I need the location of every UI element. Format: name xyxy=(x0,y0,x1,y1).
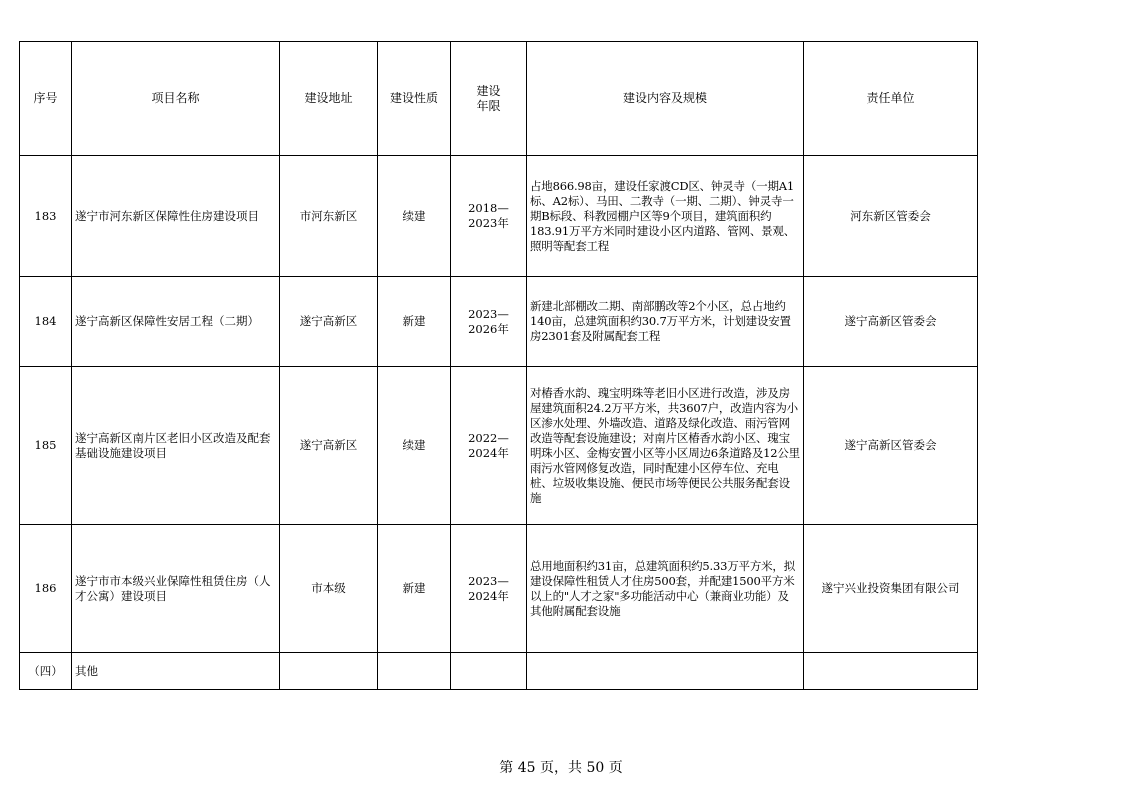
row-period: 2022—2024年 xyxy=(451,367,527,525)
empty-cell xyxy=(527,653,804,690)
header-period-line2: 年限 xyxy=(476,98,501,113)
header-content: 建设内容及规模 xyxy=(527,42,804,156)
section-name: 其他 xyxy=(72,653,280,690)
row-name: 遂宁高新区南片区老旧小区改造及配套基础设施建设项目 xyxy=(72,367,280,525)
row-unit: 遂宁高新区管委会 xyxy=(804,277,978,367)
row-name: 遂宁市市本级兴业保障性租赁住房（人才公寓）建设项目 xyxy=(72,525,280,653)
row-location: 市本级 xyxy=(280,525,378,653)
header-period-line1: 建设 xyxy=(476,83,501,98)
row-nature: 续建 xyxy=(378,367,451,525)
row-period: 2023—2024年 xyxy=(451,525,527,653)
row-name: 遂宁高新区保障性安居工程（二期） xyxy=(72,277,280,367)
row-nature: 新建 xyxy=(378,277,451,367)
project-table xyxy=(19,41,978,690)
empty-cell xyxy=(280,653,378,690)
header-period xyxy=(451,42,527,156)
header-location: 建设地址 xyxy=(280,42,378,156)
empty-cell xyxy=(378,653,451,690)
header-nature: 建设性质 xyxy=(378,42,451,156)
row-content: 总用地面积约31亩，总建筑面积约5.33万平方米，拟建设保障性租赁人才住房500套，并配建1500平方米以上的"人才之家"多功能活动中心（兼商业功能）及其他附属配套设施 xyxy=(527,525,804,653)
empty-cell xyxy=(804,653,978,690)
section-no: （四） xyxy=(20,653,72,690)
row-unit: 遂宁兴业投资集团有限公司 xyxy=(804,525,978,653)
row-no: 186 xyxy=(20,525,72,653)
row-content: 占地866.98亩，建设任家渡CD区、钟灵寺（一期A1标、A2标）、马田、二教寺（一期、二期）、钟灵寺一期B标段、科教园棚户区等9个项目，建筑面积约183.91万平方米同时建设小区内道路、管网、景观、照明等配套工程 xyxy=(527,156,804,277)
row-location: 遂宁高新区 xyxy=(280,367,378,525)
row-unit: 河东新区管委会 xyxy=(804,156,978,277)
header-unit: 责任单位 xyxy=(804,42,978,156)
table-row xyxy=(20,156,978,277)
table-row xyxy=(20,277,978,367)
page-footer: 第 45 页，共 50 页 xyxy=(499,760,623,776)
row-period: 2023—2026年 xyxy=(451,277,527,367)
table-row xyxy=(20,525,978,653)
row-no: 185 xyxy=(20,367,72,525)
empty-cell xyxy=(451,653,527,690)
table-row xyxy=(20,367,978,525)
row-content: 对椿香水韵、瑰宝明珠等老旧小区进行改造，涉及房屋建筑面积24.2万平方米，共3607户，改造内容为小区渗水处理、外墙改造、道路及绿化改造、雨污管网改造等配套设施建设；对南片区椿香水韵小区、瑰宝明珠小区、金梅安置小区等小区周边6条道路及12公里雨污水管网修复改造，同时配建小区停车位、充电桩、垃圾收集设施、便民市场等便民公共服务配套设施 xyxy=(527,367,804,525)
row-period: 2018—2023年 xyxy=(451,156,527,277)
header-name: 项目名称 xyxy=(72,42,280,156)
header-row xyxy=(20,42,978,156)
row-nature: 新建 xyxy=(378,525,451,653)
row-name: 遂宁市河东新区保障性住房建设项目 xyxy=(72,156,280,277)
row-location: 遂宁高新区 xyxy=(280,277,378,367)
row-content: 新建北部棚改二期、南部鹏改等2个小区，总占地约140亩，总建筑面积约30.7万平方米，计划建设安置房2301套及附属配套工程 xyxy=(527,277,804,367)
row-no: 184 xyxy=(20,277,72,367)
header-no: 序号 xyxy=(20,42,72,156)
row-unit: 遂宁高新区管委会 xyxy=(804,367,978,525)
row-location: 市河东新区 xyxy=(280,156,378,277)
row-no: 183 xyxy=(20,156,72,277)
section-row xyxy=(20,653,978,690)
row-nature: 续建 xyxy=(378,156,451,277)
